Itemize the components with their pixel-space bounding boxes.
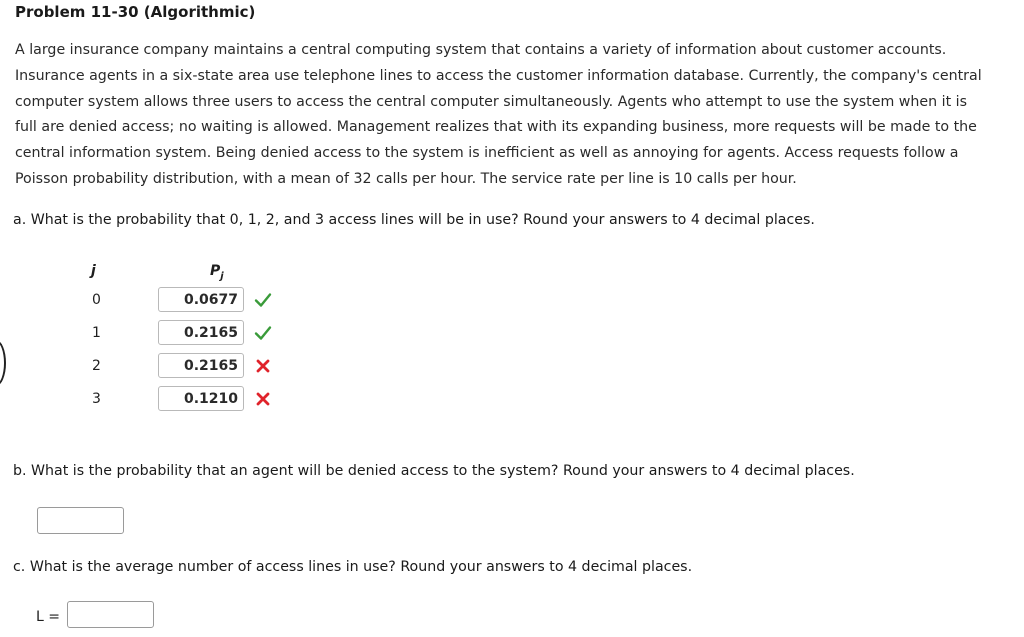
answer-input-p0[interactable] bbox=[158, 287, 244, 312]
side-arc-decoration bbox=[0, 340, 6, 386]
question-c: c. What is the average number of access lines in use? Round your answers to 4 decimal places. bbox=[13, 559, 693, 575]
problem-title: Problem 11-30 (Algorithmic) bbox=[15, 3, 256, 21]
problem-statement bbox=[15, 38, 1020, 193]
check-icon bbox=[254, 324, 272, 342]
check-icon bbox=[254, 291, 272, 309]
answer-input-p2[interactable] bbox=[158, 353, 244, 378]
statement-line: Insurance agents in a six-state area use telephone lines to access the customer information database. Currently, the company's central bbox=[15, 67, 982, 84]
question-b: b. What is the probability that an agent will be denied access to the system? Round your answers to 4 decimal places. bbox=[13, 463, 855, 479]
label-l-equals: L = bbox=[36, 609, 60, 625]
answer-input-denied-probability[interactable] bbox=[37, 507, 124, 534]
answer-input-average-lines[interactable] bbox=[67, 601, 154, 628]
statement-line: computer system allows three users to access the central computer simultaneously. Agents who attempt to use the system when it is bbox=[15, 93, 967, 110]
row-j-3: 3 bbox=[92, 391, 101, 407]
statement-line: A large insurance company maintains a central computing system that contains a variety of information about customer accounts. bbox=[15, 42, 947, 58]
statement-line: full are denied access; no waiting is allowed. Management realizes that with its expanding business, more requests will be made to the bbox=[15, 119, 977, 136]
question-a: a. What is the probability that 0, 1, 2, and 3 access lines will be in use? Round your answers to 4 decimal places. bbox=[13, 212, 815, 228]
answer-input-p1[interactable] bbox=[158, 320, 244, 345]
column-header-p-subscript: j bbox=[220, 270, 224, 282]
statement-line: Poisson probability distribution, with a mean of 32 calls per hour. The service rate per line is 10 calls per hour. bbox=[15, 170, 797, 187]
column-header-j: j bbox=[91, 263, 96, 279]
x-mark-icon bbox=[254, 357, 272, 375]
column-header-p: P bbox=[210, 263, 221, 279]
row-j-2: 2 bbox=[92, 358, 101, 374]
column-header-pj bbox=[210, 263, 224, 282]
statement-line: central information system. Being denied access to the system is inefficient as well as annoying for agents. Access requests follow a bbox=[15, 145, 959, 162]
answer-input-p3[interactable] bbox=[158, 386, 244, 411]
row-j-1: 1 bbox=[92, 325, 101, 341]
x-mark-icon bbox=[254, 390, 272, 408]
row-j-0: 0 bbox=[92, 292, 101, 308]
